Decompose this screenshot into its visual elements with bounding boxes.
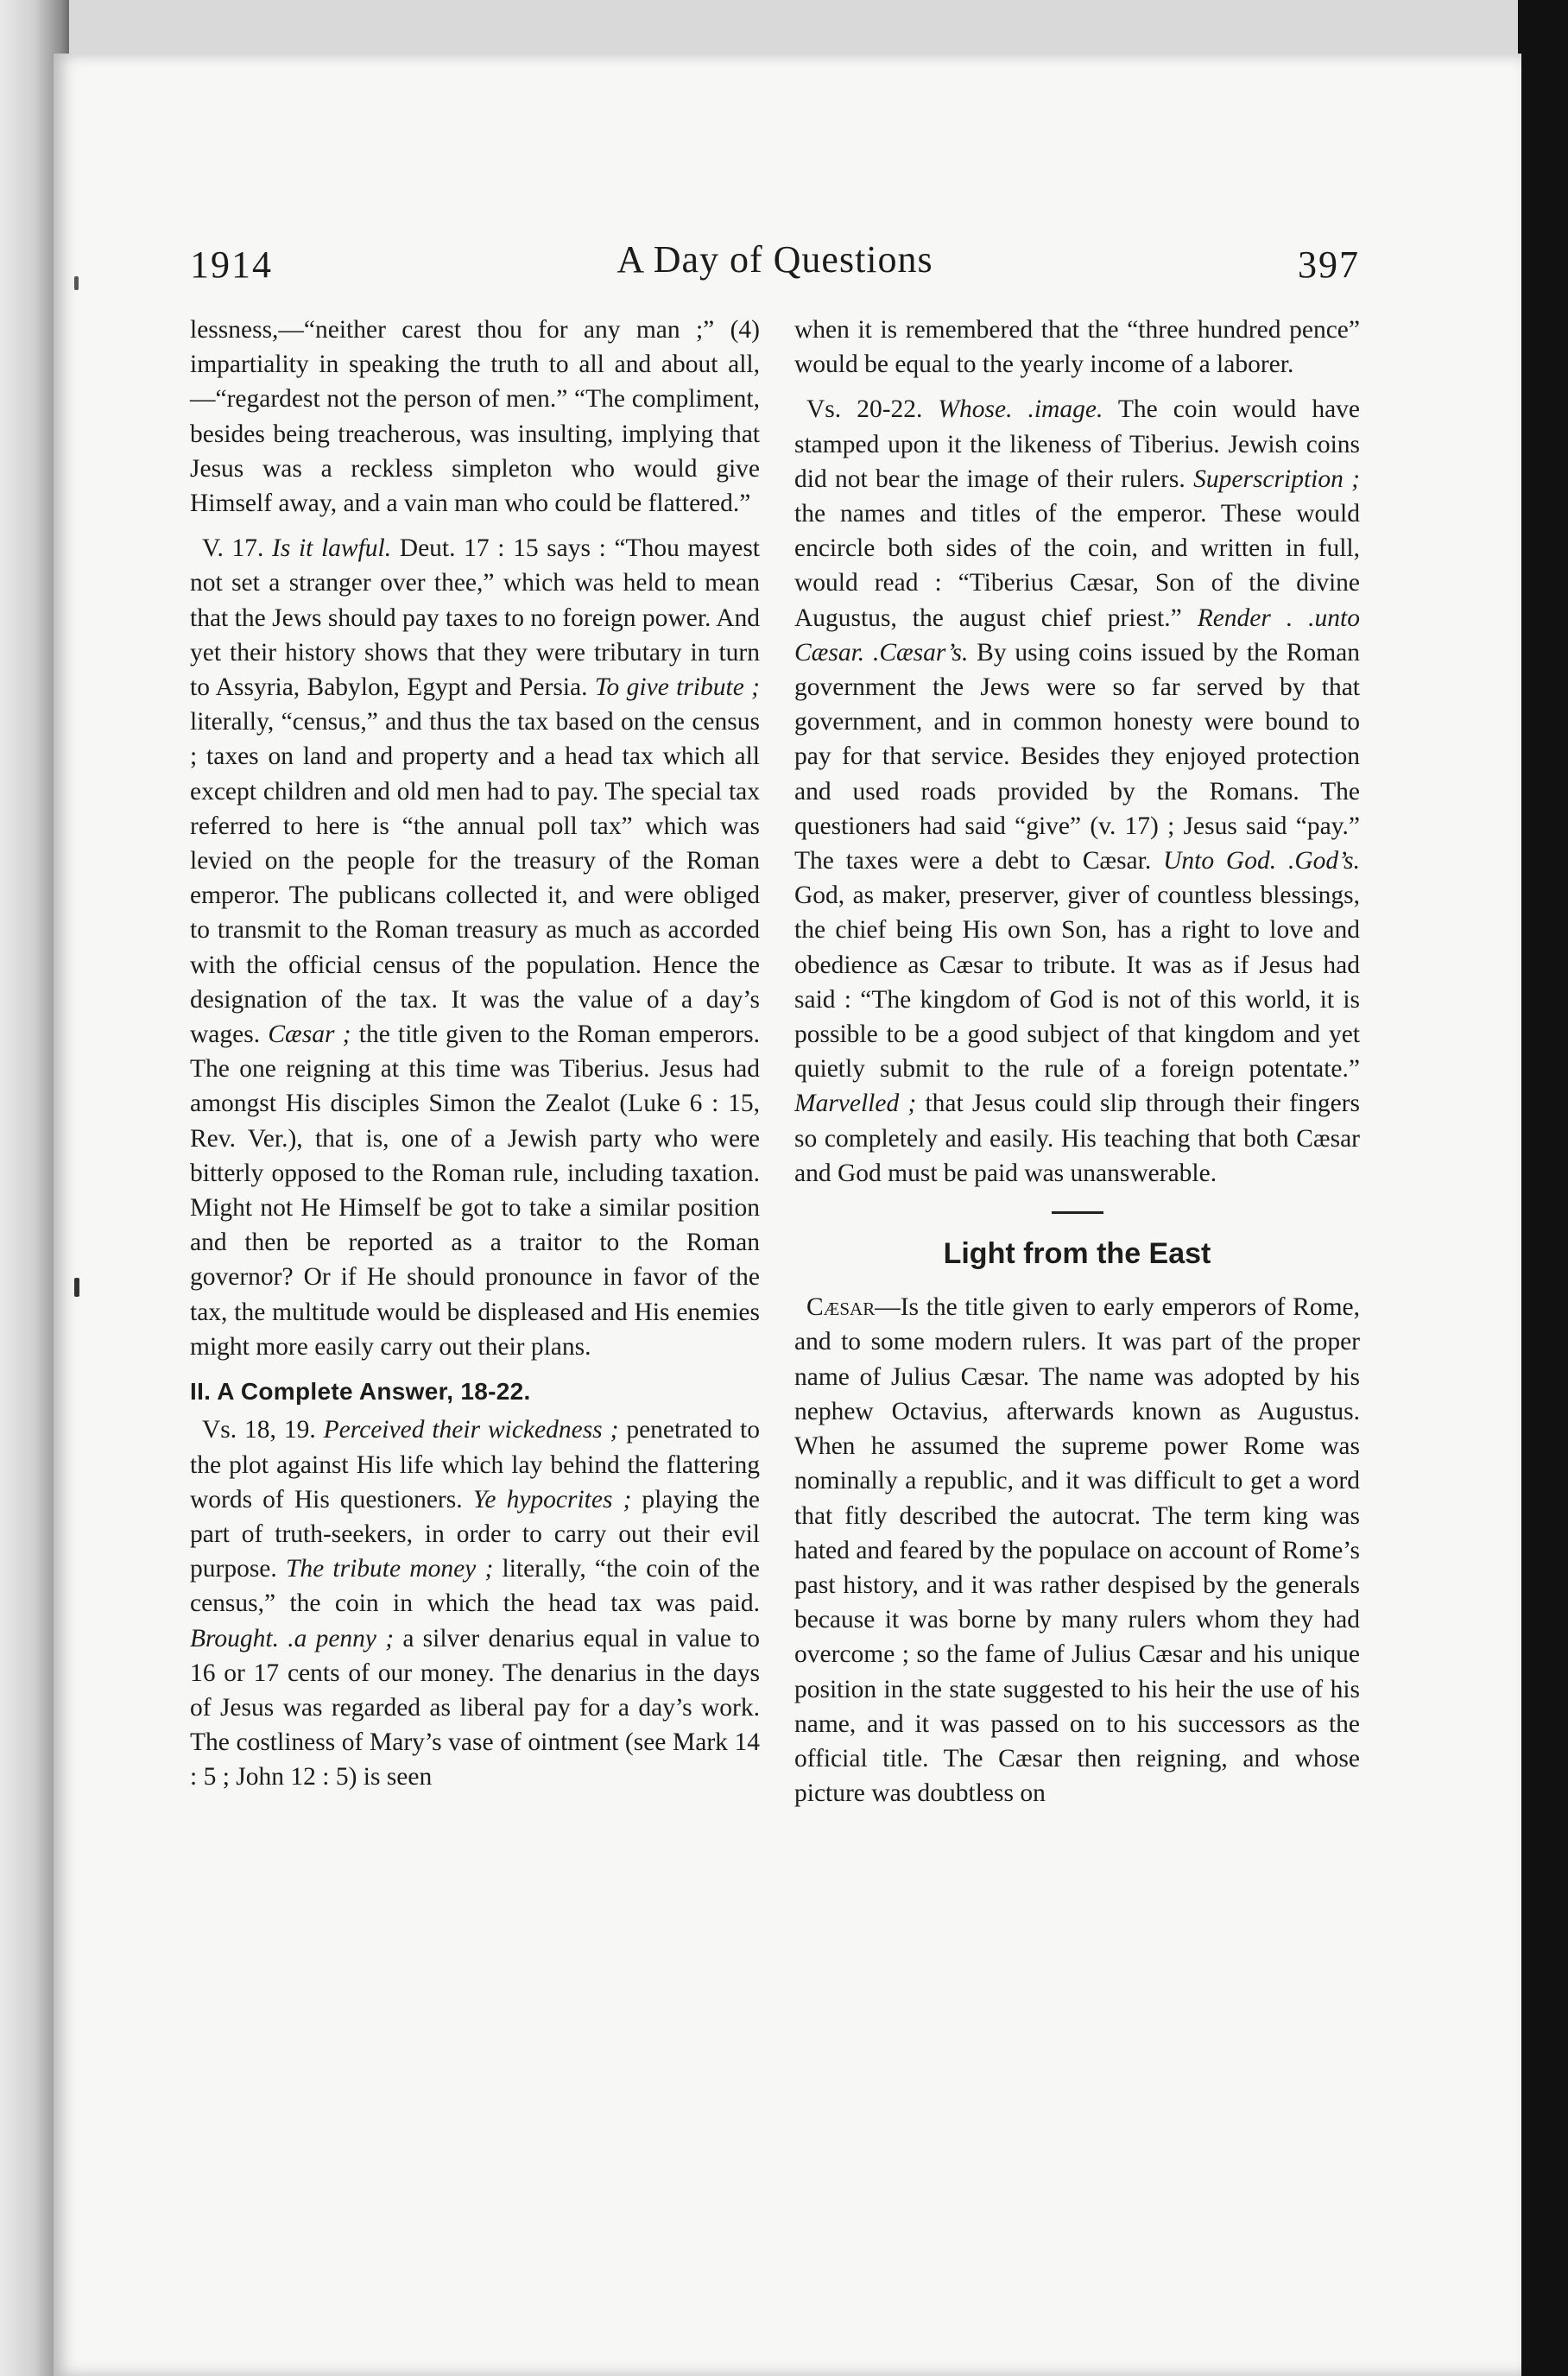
paragraph: lessness,—“neither carest thou for any man ;” (4) impartiality in speaking the truth to all and about all,—“regardest not the person of men.” “The compliment, besides being treacherous, was insulting, implying that Jesus was a reckless simpleton who would give Himself away, and a vain man who could be flattered.” — [190, 316, 760, 518]
paragraph — [794, 392, 1360, 1191]
entry-term: Cæsar — [806, 1293, 876, 1322]
page-title: A Day of Questions — [616, 238, 933, 281]
paragraph — [190, 1412, 760, 1794]
term: Marvelled ; — [794, 1090, 917, 1118]
text: Deut. 17 : 15 says : “Thou mayest not set a stranger over thee,” which was held to mean that the Jews should pay taxes to no foreign power. And yet their history shows that they were tributary in turn to Assyria, Babylon, Egypt and Persia. — [190, 534, 761, 702]
term: Unto God. .God’s. — [1163, 847, 1361, 875]
verse-ref: Vs. 20-22. — [806, 395, 923, 424]
section-title: Light from the East — [943, 1237, 1211, 1271]
term: Whose. .image. — [938, 395, 1103, 424]
term: Superscription ; — [1193, 464, 1360, 493]
text: God, as maker, preserver, giver of countless blessings, the chief being His own Son, has a right to love and obedience as Cæsar to tribute. It was as if Jesus had said : “The kingdom of God is not of this world, it is possible to be a good subject of that kingdom and yet quietly submit to the rule of a foreign potentate.” — [794, 882, 1360, 1084]
text: literally, “census,” and thus the tax based on the census ; taxes on land and property and a head tax which all except children and old men had to pay. The special tax referred to here is “the annual poll tax” which was levied on the people for the treasury of the Roman emperor. The publicans collected it, and were obliged to transmit to the Roman treasury as much as accorded with the official census of the population. Hence the designation of the tax. It was the value of a day’s wages. — [190, 708, 760, 1049]
term: Brought. .a penny ; — [190, 1624, 395, 1652]
paragraph — [190, 531, 760, 1364]
text: the title given to the Roman emperors. The one reigning at this time was Tiberius. Jesus had amongst His disciples Simon the Zealot (Luke 6 : 15, Rev. Ver.), that is, one of a Jewish party who were bitterly opposed to the Roman rule, including taxation. Might not He Himself be got to take a similar position and then be reported as a traitor to the Roman governor? Or if He should pronounce in favor of the tax, the multitude would be displeased and His enemies might more easily carry out their plans. — [190, 1021, 761, 1361]
text: penetrated to the plot against His life which lay behind the flattering words of His questioners. — [190, 1416, 760, 1513]
paragraph: when it is remembered that the “three hundred pence” would be equal to the yearly income of a laborer. — [794, 316, 1360, 379]
page-number: 397 — [1298, 243, 1360, 286]
term: Cæsar ; — [268, 1021, 351, 1049]
text: By using coins issued by the Roman government the Jews were so far served by that government, and in common honesty were bound to pay for that service. Besides they enjoyed protection and used roads provided by the Romans. The questioners had said “give” (v. 17) ; Jesus said “pay.” The taxes were a debt to Cæsar. — [794, 638, 1361, 875]
running-header — [190, 237, 1360, 298]
term: Is it lawful. — [272, 534, 392, 563]
text: playing the part of truth-seekers, in order to carry out their evil purpose. — [190, 1485, 761, 1583]
section-divider — [1052, 1211, 1103, 1214]
term: Render . .unto Cæsar. .Cæsar’s. — [794, 603, 1360, 667]
section-subheading: II. A Complete Answer, 18-22. — [190, 1378, 531, 1406]
right-column — [794, 313, 1360, 1821]
text: a silver denarius equal in value to 16 or 17 cents of our money. The denarius in the days of Jesus was regarded as liberal pay for a day’s work. The costliness of Mary’s vase of ointment (see Mark 14 : 5 ; John 12 : 5) is seen — [190, 1624, 761, 1791]
term: Perceived their wickedness ; — [323, 1416, 619, 1444]
left-column — [190, 313, 760, 1805]
term: The tribute money ; — [285, 1555, 494, 1583]
verse-ref: V. 17. — [202, 534, 264, 563]
term: Ye hypocrites ; — [472, 1485, 632, 1513]
text: literally, “the coin of the census,” the coin in which the head tax was paid. — [190, 1555, 761, 1618]
verse-ref: Vs. 18, 19. — [202, 1416, 316, 1444]
scan-right-edge — [1518, 0, 1568, 2376]
paragraph — [794, 1290, 1360, 1810]
term: To give tribute ; — [594, 673, 760, 702]
text: —Is the title given to early emperors of Rome, and to some modern rulers. It was part of the proper name of Julius Cæsar. The name was adopted by his nephew Octavius, afterwards known as Augustus. When he assumed the supreme power Rome was nominally a republic, and it was difficult to get a word that fitly described the autocrat. The term king was hated and feared by the populace on account of Rome’s past history, and it was rather despised by the generals because it was borne by many rulers whom they had overcome ; so the fame of Julius Cæsar and his unique position in the state suggested to his heir the use of his name, and it was passed on to his successors as the official title. The Cæsar then reigning, and whose picture was doubtless on — [794, 1293, 1360, 1808]
text: the names and titles of the emperor. These would encircle both sides of the coin, and written in full, would read : “Tiberius Cæsar, Son of the divine Augustus, the august chief priest.” — [794, 500, 1360, 632]
text: The coin would have stamped upon it the likeness of Tiberius. Jewish coins did not bear the image of their rulers. — [794, 395, 1361, 493]
margin-mark — [74, 1278, 79, 1297]
margin-mark — [74, 276, 79, 290]
header-year: 1914 — [190, 243, 273, 286]
text: that Jesus could slip through their fingers so completely and easily. His teaching that both Cæsar and God must be paid was unanswerable. — [794, 1090, 1360, 1187]
